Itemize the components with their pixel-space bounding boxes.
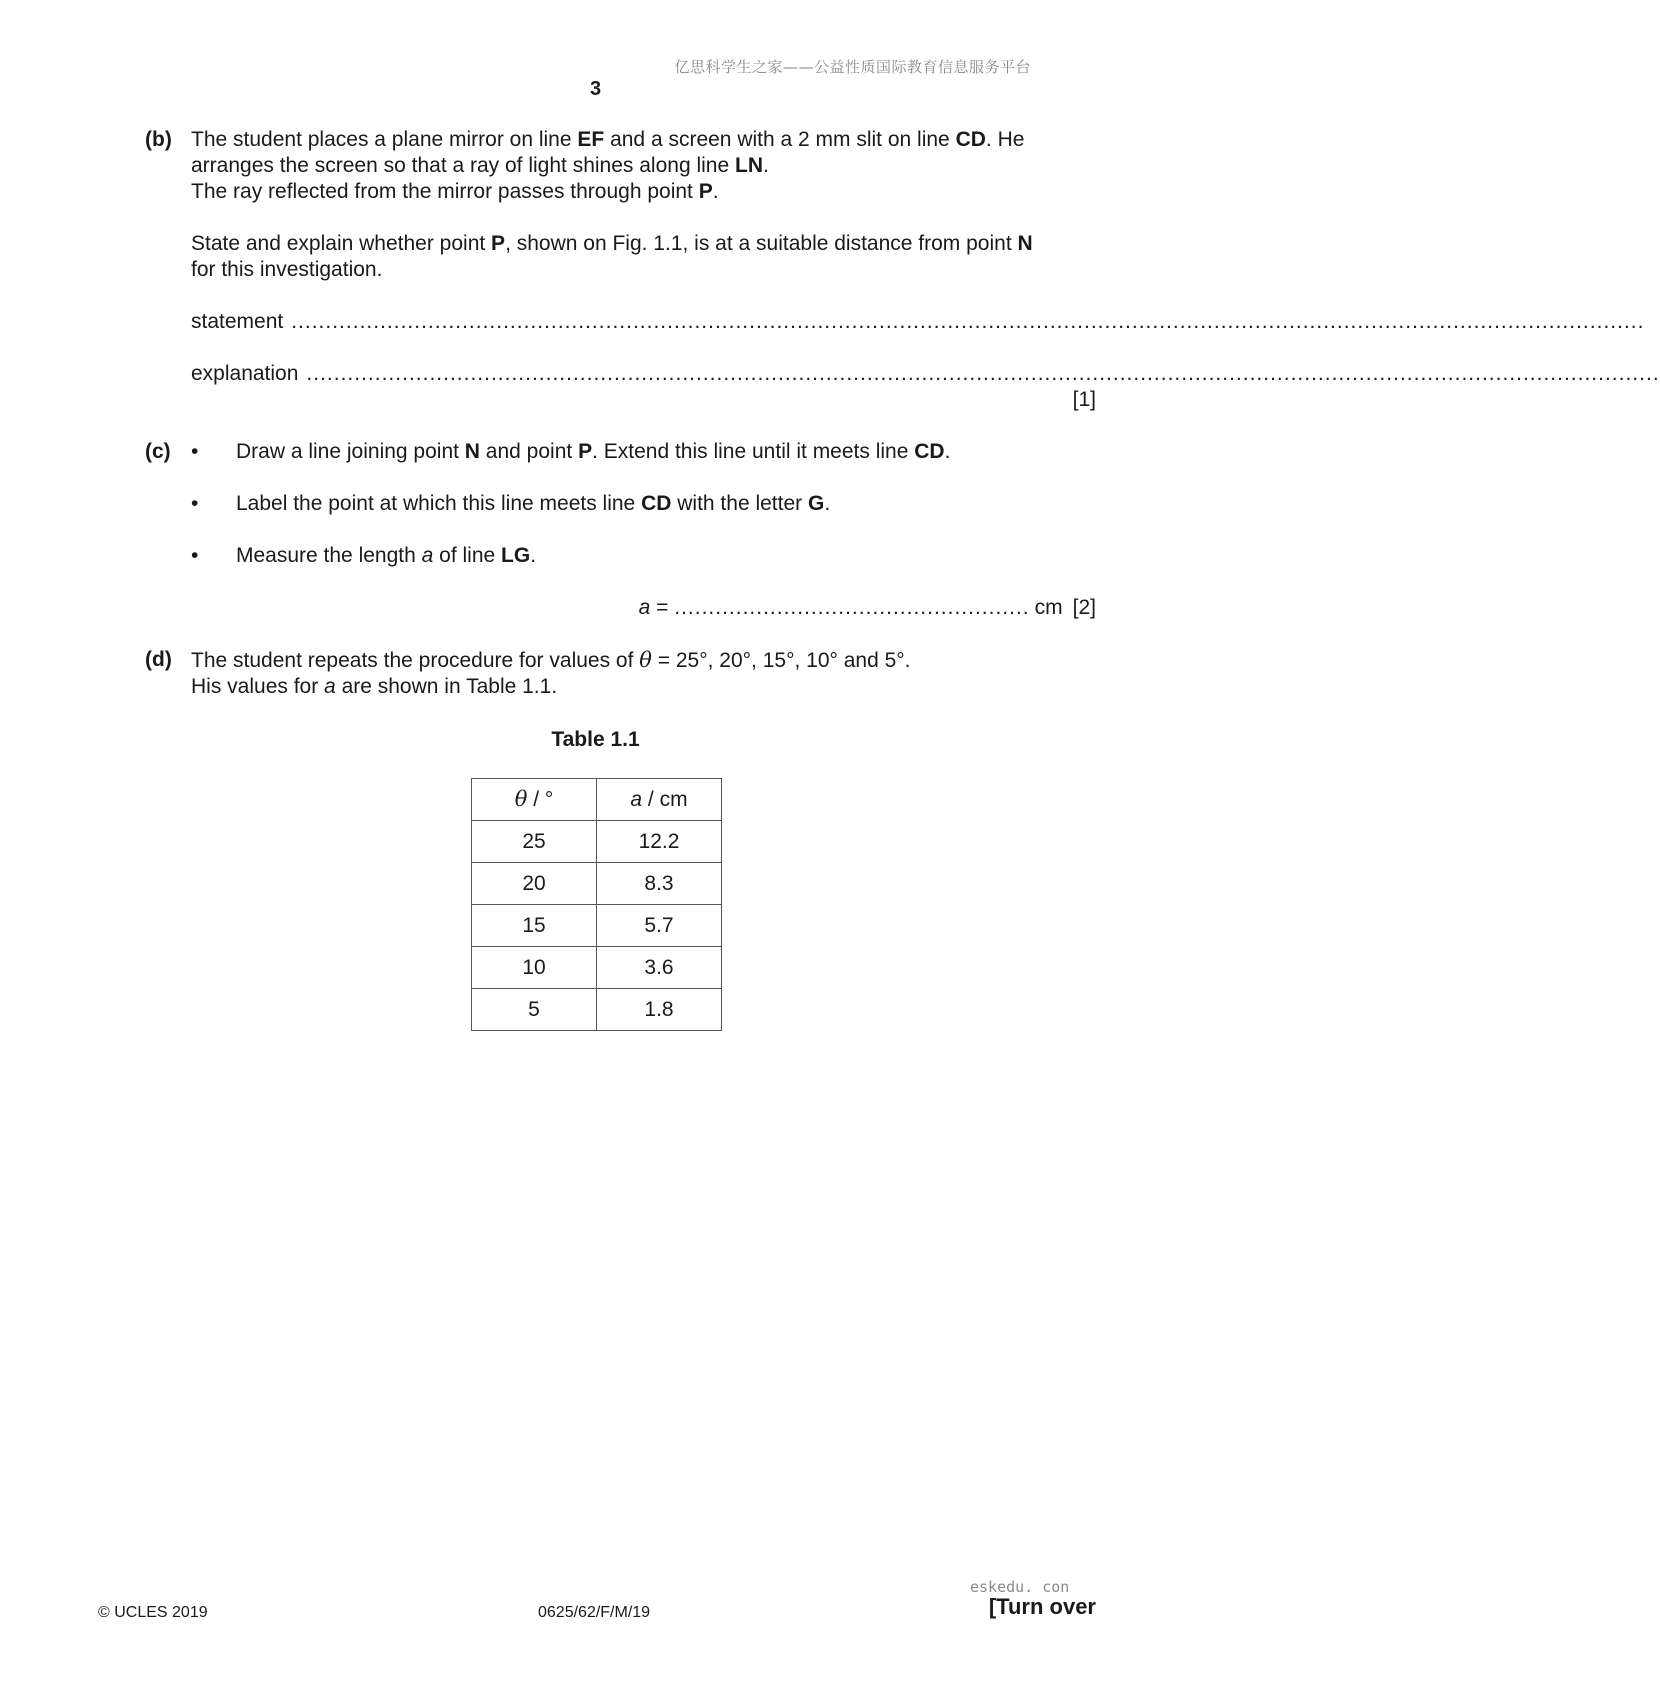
a-cell: 8.3 bbox=[597, 863, 722, 905]
bullet-icon: • bbox=[191, 544, 199, 567]
question-label-d: (d) bbox=[145, 648, 172, 671]
bullet-icon: • bbox=[191, 440, 199, 463]
part-b-instruction-cont bbox=[191, 257, 1096, 283]
header-theta: θ / ° bbox=[472, 779, 597, 821]
statement-answer-line[interactable] bbox=[191, 309, 1645, 335]
part-c-bullet-1: Draw a line joining point N and point P. Extend this line until it meets line CD. bbox=[236, 440, 951, 463]
answer-variable: a bbox=[638, 596, 651, 619]
site-watermark: eskedu. con bbox=[970, 1578, 1070, 1596]
question-label-b: (b) bbox=[145, 128, 172, 151]
bullet-icon: • bbox=[191, 492, 199, 515]
theta-cell: 25 bbox=[472, 821, 597, 863]
part-d-line-2: His values for a are shown in Table 1.1. bbox=[191, 675, 558, 698]
question-label-c: (c) bbox=[145, 440, 171, 463]
part-b-intro-cont bbox=[191, 153, 1096, 205]
statement-dotted-line[interactable]: ...................................................................................................................................................................................................... bbox=[291, 310, 1645, 333]
turn-over-label: [Turn over bbox=[988, 1594, 1096, 1619]
table-row bbox=[472, 863, 722, 905]
page-number: 3 bbox=[589, 78, 602, 100]
part-b-intro bbox=[191, 127, 1096, 153]
part-b-instruction-line-1: State and explain whether point P, shown on Fig. 1.1, is at a suitable distance from point N bbox=[191, 232, 1033, 255]
table-row bbox=[472, 821, 722, 863]
paper-code: 0625/62/F/M/19 bbox=[538, 1604, 651, 1621]
table-header-row bbox=[472, 779, 722, 821]
table-row bbox=[472, 905, 722, 947]
part-b-instruction-line-2: for this investigation. bbox=[191, 258, 383, 281]
a-cell: 12.2 bbox=[597, 821, 722, 863]
theta-cell: 5 bbox=[472, 989, 597, 1031]
explanation-label: explanation bbox=[191, 362, 299, 385]
a-cell: 5.7 bbox=[597, 905, 722, 947]
table-row bbox=[472, 947, 722, 989]
explanation-answer-line[interactable] bbox=[191, 361, 1660, 387]
part-b-line-1: The student places a plane mirror on line EF and a screen with a 2 mm slit on line CD. He bbox=[191, 128, 1025, 151]
length-a-dotted-line[interactable]: .................................................... bbox=[674, 596, 1030, 619]
part-c-bullet-3: Measure the length a of line LG. bbox=[236, 544, 537, 567]
answer-unit: cm bbox=[1034, 596, 1063, 619]
explanation-dotted-line[interactable]: ...................................................................................................................................................................................................... bbox=[306, 362, 1660, 385]
table-row bbox=[472, 989, 722, 1031]
header-a: a / cm bbox=[597, 779, 722, 821]
length-a-answer[interactable]: a = .................................................... cm [2] bbox=[638, 596, 1096, 619]
part-c-bullet-2: Label the point at which this line meets line CD with the letter G. bbox=[236, 492, 831, 515]
theta-cell: 20 bbox=[472, 863, 597, 905]
part-b-marks: [1] bbox=[1072, 388, 1096, 411]
theta-cell: 15 bbox=[472, 905, 597, 947]
part-d-text bbox=[191, 647, 1096, 700]
part-c-marks: [2] bbox=[1072, 596, 1096, 619]
a-cell: 3.6 bbox=[597, 947, 722, 989]
theta-cell: 10 bbox=[472, 947, 597, 989]
part-b-line-2: arranges the screen so that a ray of light shines along line LN. bbox=[191, 154, 769, 177]
part-b-line-3: The ray reflected from the mirror passes through point P. bbox=[191, 180, 719, 203]
part-d-line-1: The student repeats the procedure for values of θ = 25°, 20°, 15°, 10° and 5°. bbox=[191, 648, 911, 672]
table-title: Table 1.1 bbox=[551, 728, 640, 751]
data-table bbox=[471, 778, 722, 1031]
copyright-text: © UCLES 2019 bbox=[98, 1604, 208, 1621]
statement-label: statement bbox=[191, 310, 284, 333]
part-b-instruction bbox=[191, 231, 1096, 257]
watermark-text: 亿思科学生之家——公益性质国际教育信息服务平台 bbox=[674, 58, 1031, 76]
a-cell: 1.8 bbox=[597, 989, 722, 1031]
